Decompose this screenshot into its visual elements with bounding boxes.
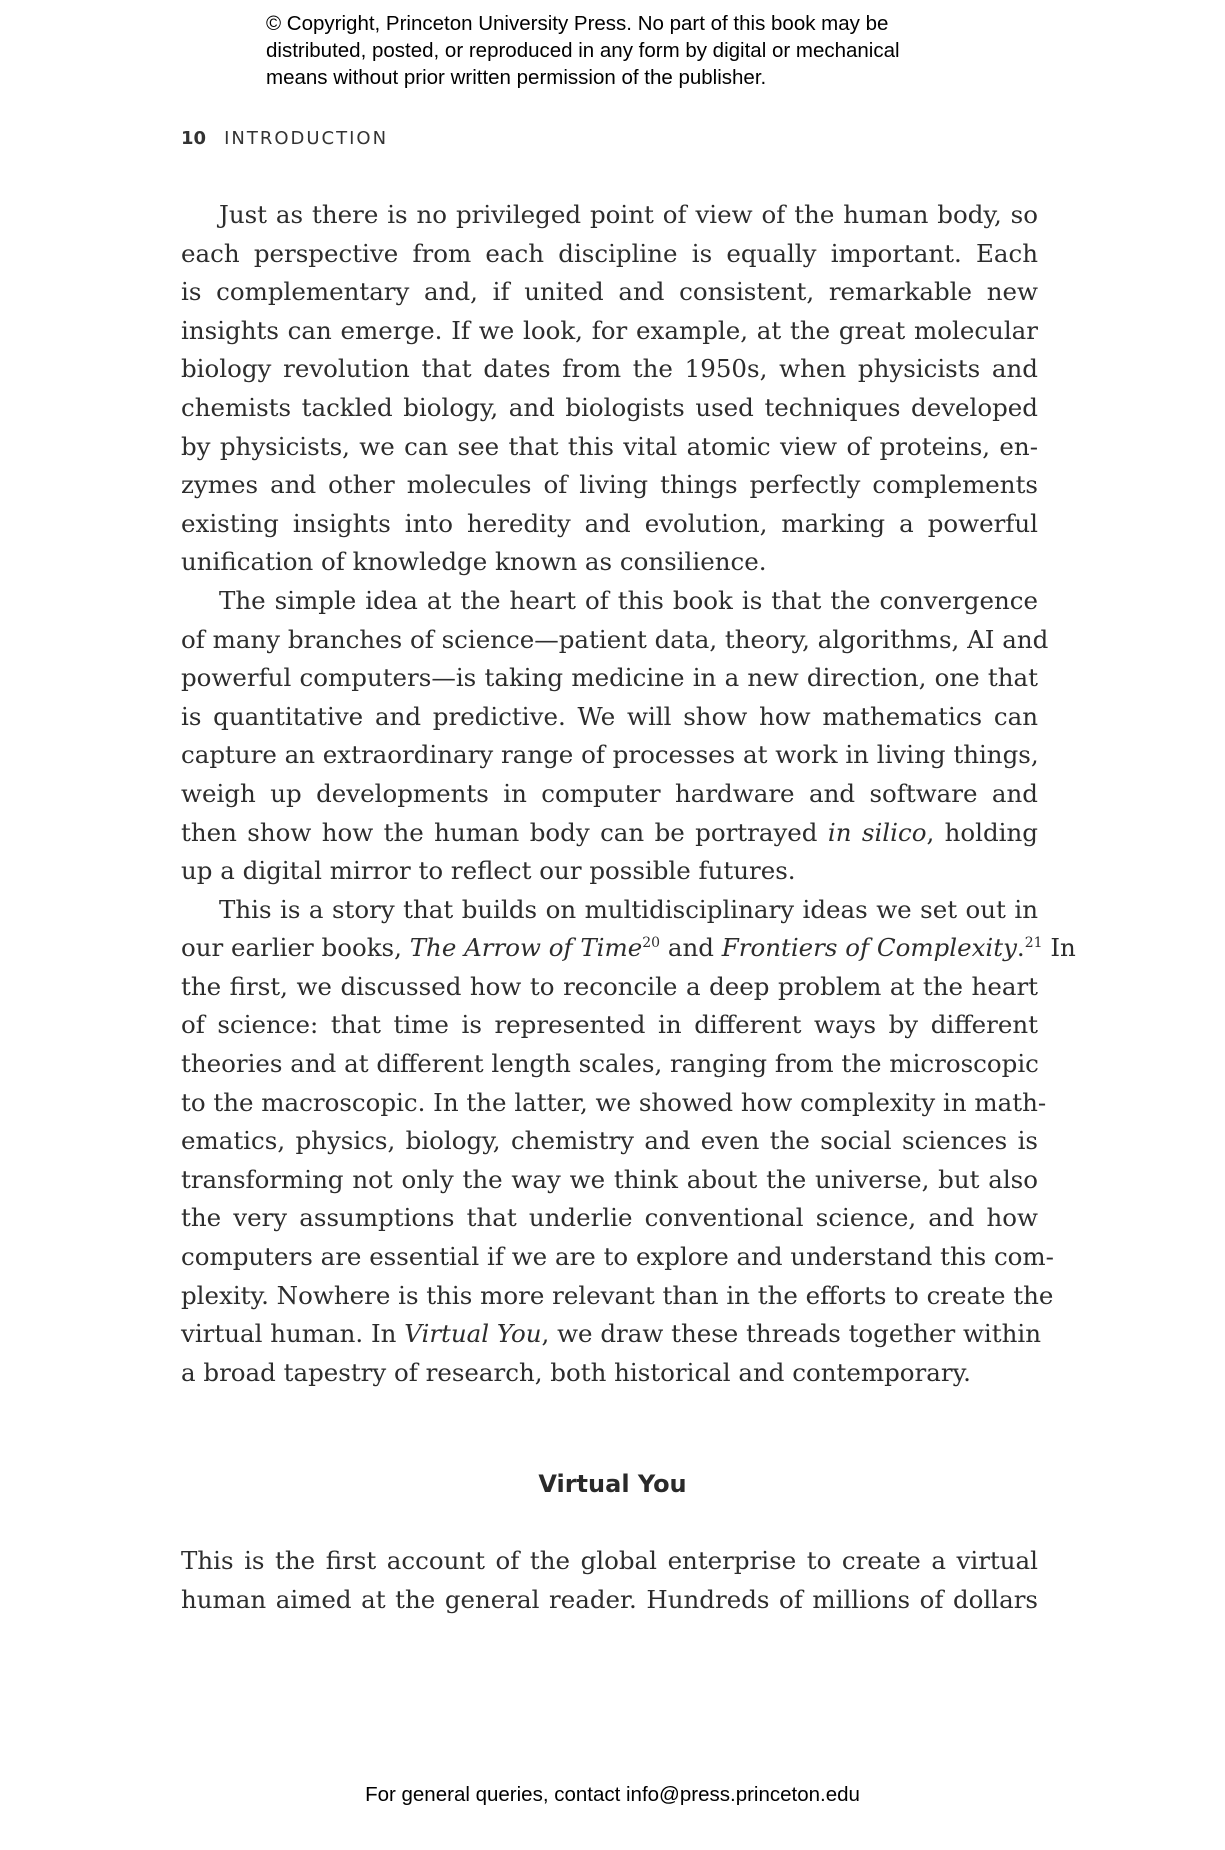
section-body-text [181, 1542, 1038, 1619]
footnote-ref: 20 [642, 935, 661, 952]
text-segment: is quantitative and predictive. We will show how mathematics can [181, 701, 1038, 731]
text-line [181, 389, 1038, 428]
text-segment: and [660, 933, 722, 963]
notice-line: © Copyright, Princeton University Press. No part of this book may be [266, 12, 889, 35]
text-line [181, 505, 1038, 544]
text-segment: human aimed at the general reader. Hundreds of millions of dollars [181, 1584, 1038, 1614]
chapter-title: INTRODUCTION [224, 128, 389, 149]
text-segment: zymes and other molecules of living things perfectly complements [181, 470, 1038, 500]
notice-line: means without prior written permission of the publisher. [266, 66, 767, 89]
text-segment: transforming not only the way we think about the universe, but also [181, 1164, 1038, 1194]
footer-contact: For general queries, contact info@press.princeton.edu [365, 1783, 860, 1806]
italic-text: in silico [827, 817, 927, 847]
text-segment: each perspective from each discipline is equally important. Each [181, 238, 1038, 268]
text-line [181, 312, 1038, 351]
text-segment: biology revolution that dates from the 1950s, when physicists and [181, 354, 1038, 384]
text-segment: of science: that time is represented in different ways by different [181, 1010, 1038, 1040]
text-segment: powerful computers—is taking medicine in a new direction, one that [181, 663, 1038, 693]
text-segment: , holding [926, 817, 1038, 847]
text-line [181, 273, 1038, 312]
text-segment: then show how the human body can be portrayed [181, 817, 828, 847]
text-line [181, 1084, 1047, 1123]
text-line [181, 428, 1038, 467]
footnote-ref: 21 [1024, 935, 1043, 952]
text-line [181, 968, 1038, 1007]
text-segment: by physicists, we can see that this vital atomic view of proteins, en- [181, 431, 1038, 461]
body-text [181, 196, 1076, 1392]
notice-line: distributed, posted, or reproduced in any form by digital or mechanical [266, 39, 900, 62]
running-head [181, 128, 388, 149]
text-line [181, 1315, 1042, 1354]
text-segment: plexity. Nowhere is this more relevant than in the efforts to create the [181, 1280, 1054, 1310]
italic-text: Virtual You [404, 1319, 542, 1349]
text-line [181, 1542, 1038, 1581]
text-line [181, 196, 1038, 235]
text-segment: our earlier books, [181, 933, 410, 963]
text-segment: In [1042, 933, 1076, 963]
text-segment: capture an extraordinary range of processes at work in living things, [181, 740, 1039, 770]
text-segment: a broad tapestry of research, both historical and contemporary. [181, 1357, 971, 1387]
text-line [181, 1161, 1038, 1200]
text-line [181, 698, 1038, 737]
text-line [181, 1122, 1038, 1161]
text-segment: , we draw these threads together within [541, 1319, 1042, 1349]
text-line [181, 1581, 1038, 1620]
text-line [181, 929, 1076, 968]
text-line [181, 466, 1038, 505]
text-segment: the very assumptions that underlie conventional science, and how [181, 1203, 1038, 1233]
text-line [181, 1045, 1038, 1084]
text-segment: This is the first account of the global enterprise to create a virtual [181, 1546, 1038, 1575]
italic-text: The Arrow of Time [409, 933, 643, 963]
text-segment: to the macroscopic. In the latter, we showed how complexity in math- [181, 1087, 1047, 1117]
text-segment: . [1016, 933, 1025, 963]
text-segment: virtual human. In [181, 1319, 405, 1349]
text-line [181, 1238, 1054, 1277]
text-line [181, 621, 1049, 660]
text-segment: of many branches of science—patient data, theory, algorithms, AI and [181, 624, 1049, 654]
text-line [181, 891, 1038, 930]
text-segment: The simple idea at the heart of this book is that the convergence [219, 585, 1038, 615]
text-segment: insights can emerge. If we look, for example, at the great molecular [181, 315, 1038, 345]
text-segment: unification of knowledge known as consilience. [181, 547, 767, 577]
text-line [181, 1277, 1054, 1316]
text-segment: ematics, physics, biology, chemistry and even the social sciences is [181, 1126, 1038, 1156]
text-line [181, 1354, 1038, 1393]
page-number: 10 [181, 128, 207, 149]
text-line [181, 543, 1038, 582]
text-line [181, 852, 1038, 891]
text-segment: theories and at different length scales, ranging from the microscopic [181, 1049, 1039, 1079]
text-segment: weigh up developments in computer hardware and software and [181, 778, 1038, 808]
text-segment: chemists tackled biology, and biologists used techniques developed [181, 392, 1038, 422]
text-line [181, 1006, 1038, 1045]
text-segment: up a digital mirror to reflect our possible futures. [181, 856, 796, 886]
text-segment: computers are essential if we are to explore and understand this com- [181, 1242, 1054, 1272]
text-segment: is complementary and, if united and consistent, remarkable new [181, 277, 1038, 307]
text-segment: existing insights into heredity and evolution, marking a powerful [181, 508, 1038, 538]
copyright-notice [266, 10, 900, 91]
italic-text: Frontiers of Complexity [721, 933, 1017, 963]
text-line [181, 659, 1038, 698]
text-segment: the first, we discussed how to reconcile a deep problem at the heart [181, 971, 1038, 1001]
text-line [181, 1199, 1038, 1238]
text-line [181, 235, 1038, 274]
section-heading: Virtual You [538, 1470, 687, 1498]
text-line [181, 775, 1038, 814]
text-segment: Just as there is no privileged point of view of the human body, so [219, 200, 1038, 229]
text-line [181, 814, 1038, 853]
text-line [181, 736, 1038, 775]
text-segment: This is a story that builds on multidisciplinary ideas we set out in [219, 894, 1038, 924]
text-line [181, 350, 1038, 389]
text-line [181, 582, 1038, 621]
